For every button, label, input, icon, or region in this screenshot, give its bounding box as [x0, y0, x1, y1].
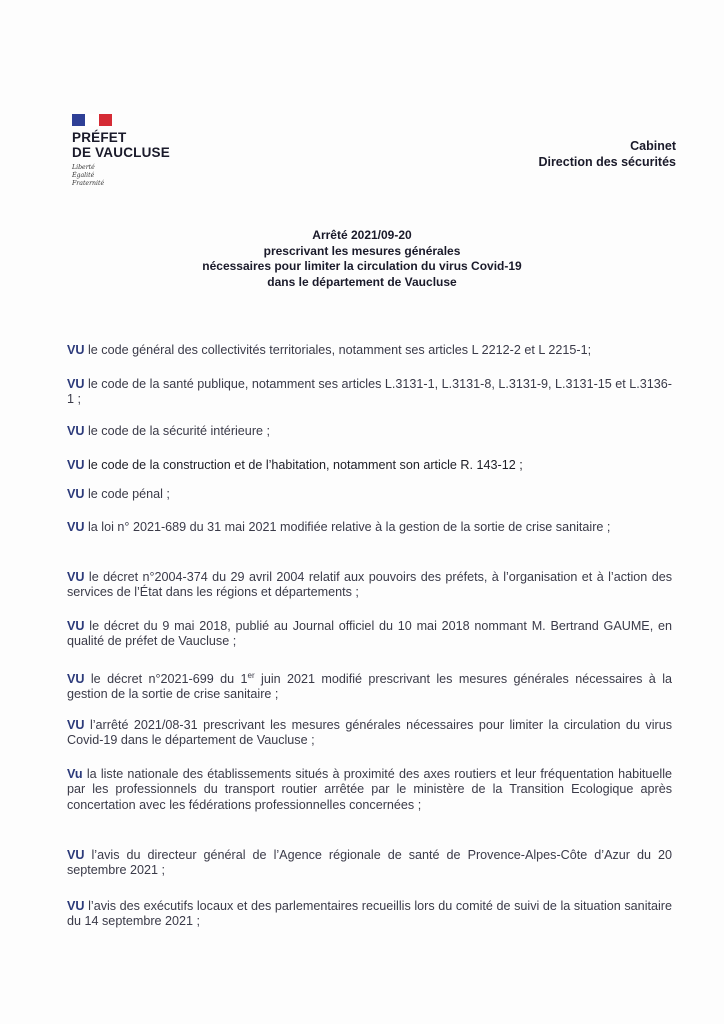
visa-item: VU la loi n° 2021-689 du 31 mai 2021 modifiée relative à la gestion de la sortie de crise sanitaire ; [67, 520, 611, 534]
title-line-3: nécessaires pour limiter la circulation du virus Covid-19 [202, 259, 522, 273]
service-direction: Direction des sécurités [538, 155, 676, 169]
flag-blue [72, 114, 85, 126]
issuing-service [538, 138, 676, 170]
logo-line-1: PRÉFET [72, 130, 127, 145]
decree-title [0, 228, 724, 290]
decree-number: Arrêté 2021/09-20 [312, 228, 412, 242]
logo-line-2: DE VAUCLUSE [72, 145, 170, 160]
visa-item: VU le décret n°2021-699 du 1er juin 2021 modifié prescrivant les mesures générales nécessaires à la gestion de la sortie de crise sanitaire ; [67, 671, 673, 702]
visa-item: VU le décret n°2004-374 du 29 avril 2004 relatif aux pouvoirs des préfets, à l’organisation et à l’action des services de l’État dans les régions et départements ; [67, 570, 672, 600]
visa-item: VU l’avis du directeur général de l’Agence régionale de santé de Provence-Alpes-Côte d’Azur du 20 septembre 2021 ; [67, 848, 672, 878]
motto-liberte: Liberté [72, 164, 95, 171]
motto-fraternite: Fraternité [72, 180, 105, 187]
service-cabinet: Cabinet [630, 139, 676, 153]
title-line-2: prescrivant les mesures générales [263, 243, 461, 258]
motto-egalite: Égalité [72, 172, 95, 179]
visa-item: VU le code pénal ; [67, 487, 170, 501]
prefecture-logo [72, 114, 170, 188]
visa-item: VU l’arrêté 2021/08-31 prescrivant les mesures générales nécessaires pour limiter la circulation du virus Covid-19 dans le département de Vaucluse ; [67, 718, 672, 748]
flag-red [99, 114, 112, 126]
visa-item: VU le code de la construction et de l’habitation, notamment son article R. 143-12 ; [67, 458, 523, 472]
visa-item: VU le code général des collectivités territoriales, notamment ses articles L 2212-2 et L 2215-1; [67, 343, 592, 357]
french-flag-icon [72, 114, 112, 126]
visa-item: VU l’avis des exécutifs locaux et des parlementaires recueillis lors du comité de suivi de la situation sanitaire du 14 septembre 2021 ; [67, 899, 672, 929]
flag-white [85, 114, 98, 126]
visa-item: Vu la liste nationale des établissements situés à proximité des axes routiers et leur fréquentation habituelle par les professionnels du transport routier arrêtée par le ministère de la Transition Ecologique après concertation avec les fédérations professionnelles concernées ; [67, 767, 672, 812]
visa-item: VU le code de la sécurité intérieure ; [67, 424, 271, 438]
visa-item: VU le code de la santé publique, notamment ses articles L.3131-1, L.3131-8, L.3131-9, L.3131-15 et L.3136-1 ; [67, 377, 672, 407]
visa-item: VU le décret du 9 mai 2018, publié au Journal officiel du 10 mai 2018 nommant M. Bertrand GAUME, en qualité de préfet de Vaucluse ; [67, 619, 672, 649]
title-line-4: dans le département de Vaucluse [267, 274, 457, 289]
motto [72, 164, 170, 188]
